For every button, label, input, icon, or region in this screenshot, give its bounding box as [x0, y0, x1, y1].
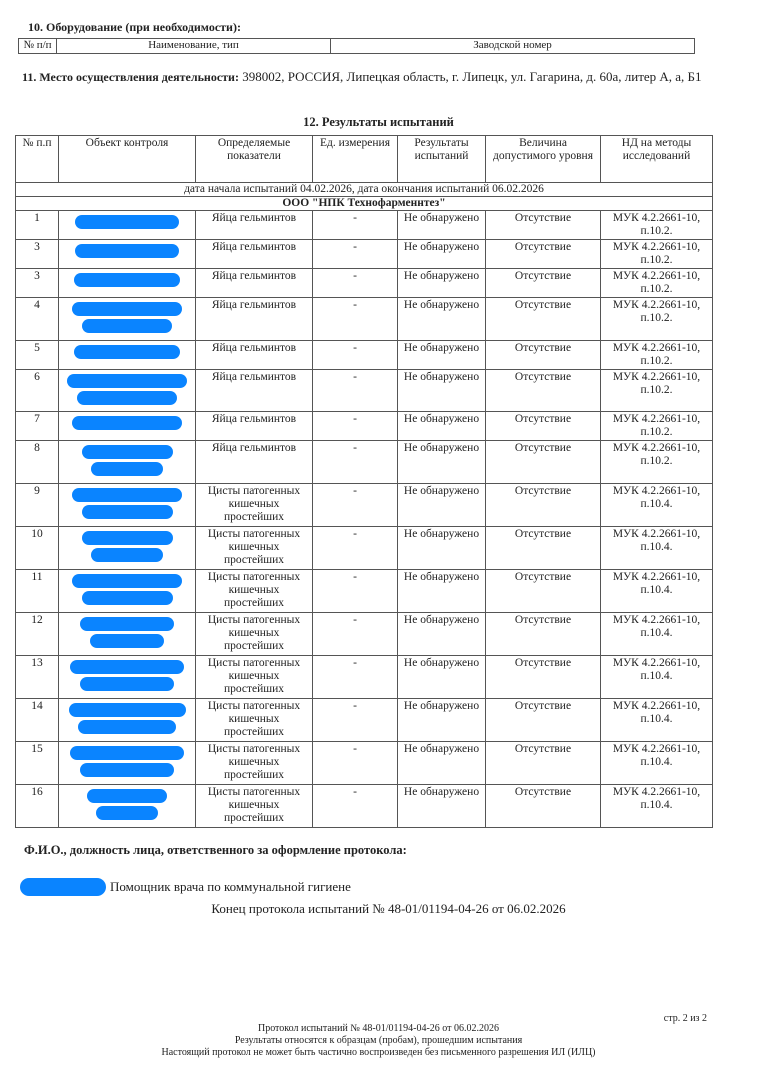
table-row: [16, 527, 713, 570]
table-row: [16, 484, 713, 527]
redacted-object: [74, 345, 181, 359]
redacted-object: [69, 703, 186, 717]
redacted-object: [72, 416, 181, 430]
table-row: [16, 240, 713, 269]
method: МУК 4.2.2661-10, п.10.4.: [601, 785, 713, 828]
header-col-object: Объект контроля: [59, 136, 196, 183]
result: Не обнаружено: [398, 370, 486, 412]
parameter: Яйца гельминтов: [196, 341, 313, 370]
parameter: Яйца гельминтов: [196, 412, 313, 441]
unit: -: [313, 656, 398, 699]
table-row: [16, 785, 713, 828]
row-number: 16: [16, 785, 59, 828]
limit: Отсутствие: [486, 412, 601, 441]
result: Не обнаружено: [398, 240, 486, 269]
method: МУК 4.2.2661-10, п.10.4.: [601, 742, 713, 785]
redacted-object: [70, 746, 184, 760]
page-number: стр. 2 из 2: [663, 1013, 707, 1024]
footer-line: Настоящий протокол не может быть частично воспроизведен без письменного разрешения ИЛ (ИЛЦ): [161, 1047, 596, 1058]
unit: -: [313, 341, 398, 370]
equipment-table: [18, 38, 695, 54]
redacted-object: [80, 677, 175, 691]
row-number: 3: [16, 269, 59, 298]
result: Не обнаружено: [398, 570, 486, 613]
table-row: [16, 570, 713, 613]
object-cell: [59, 613, 196, 656]
unit: -: [313, 370, 398, 412]
limit: Отсутствие: [486, 570, 601, 613]
result: Не обнаружено: [398, 341, 486, 370]
equip-header-name: Наименование, тип: [57, 39, 331, 54]
responsible-position: Помощник врача по коммунальной гигиене: [110, 879, 351, 894]
method: МУК 4.2.2661-10, п.10.2.: [601, 269, 713, 298]
method: МУК 4.2.2661-10, п.10.4.: [601, 699, 713, 742]
object-cell: [59, 742, 196, 785]
header-col-method: НД на методы исследований: [601, 136, 713, 183]
organization-row: ООО "НПК Технофарменнтез": [16, 197, 713, 211]
responsible-row: [20, 878, 757, 896]
row-number: 6: [16, 370, 59, 412]
row-number: 8: [16, 441, 59, 484]
header-col-number: № п.п: [16, 136, 59, 183]
redacted-object: [91, 548, 163, 562]
redacted-object: [72, 574, 183, 588]
object-cell: [59, 699, 196, 742]
results-table: [15, 135, 713, 828]
unit: -: [313, 269, 398, 298]
limit: Отсутствие: [486, 240, 601, 269]
redacted-object: [91, 462, 163, 476]
table-row: [16, 613, 713, 656]
method: МУК 4.2.2661-10, п.10.2.: [601, 412, 713, 441]
row-number: 4: [16, 298, 59, 341]
redacted-object: [87, 789, 168, 803]
row-number: 13: [16, 656, 59, 699]
parameter: Цисты патогенных кишечных простейших: [196, 656, 313, 699]
result: Не обнаружено: [398, 527, 486, 570]
method: МУК 4.2.2661-10, п.10.2.: [601, 240, 713, 269]
row-number: 12: [16, 613, 59, 656]
object-cell: [59, 298, 196, 341]
parameter: Цисты патогенных кишечных простейших: [196, 613, 313, 656]
header-col-unit: Ед. измерения: [313, 136, 398, 183]
limit: Отсутствие: [486, 656, 601, 699]
redacted-object: [74, 273, 181, 287]
unit: -: [313, 699, 398, 742]
method: МУК 4.2.2661-10, п.10.2.: [601, 441, 713, 484]
redacted-object: [82, 319, 172, 333]
redacted-object: [80, 617, 174, 631]
row-number: 3: [16, 240, 59, 269]
redacted-object: [72, 302, 181, 316]
redacted-object: [67, 374, 187, 388]
redacted-object: [96, 806, 157, 820]
table-row: [16, 699, 713, 742]
test-dates-row: дата начала испытаний 04.02.2026, дата окончания испытаний 06.02.2026: [16, 183, 713, 197]
limit: Отсутствие: [486, 484, 601, 527]
limit: Отсутствие: [486, 441, 601, 484]
redacted-object: [82, 505, 173, 519]
limit: Отсутствие: [486, 527, 601, 570]
unit: -: [313, 570, 398, 613]
row-number: 7: [16, 412, 59, 441]
redacted-object: [72, 488, 183, 502]
responsible-title: Ф.И.О., должность лица, ответственного за оформление протокола:: [24, 843, 407, 857]
object-cell: [59, 785, 196, 828]
parameter: Цисты патогенных кишечных простейших: [196, 527, 313, 570]
redacted-object: [75, 215, 179, 229]
object-cell: [59, 570, 196, 613]
unit: -: [313, 298, 398, 341]
result: Не обнаружено: [398, 298, 486, 341]
result: Не обнаружено: [398, 412, 486, 441]
object-cell: [59, 484, 196, 527]
parameter: Цисты патогенных кишечных простейших: [196, 785, 313, 828]
redacted-object: [78, 720, 176, 734]
object-cell: [59, 211, 196, 240]
parameter: Цисты патогенных кишечных простейших: [196, 742, 313, 785]
parameter: Яйца гельминтов: [196, 298, 313, 341]
table-row: [16, 370, 713, 412]
end-of-protocol-text: Конец протокола испытаний № 48-01/01194-04-26 от 06.02.2026: [211, 901, 566, 916]
result: Не обнаружено: [398, 785, 486, 828]
parameter: Яйца гельминтов: [196, 441, 313, 484]
row-number: 10: [16, 527, 59, 570]
parameter: Цисты патогенных кишечных простейших: [196, 570, 313, 613]
limit: Отсутствие: [486, 613, 601, 656]
unit: -: [313, 742, 398, 785]
method: МУК 4.2.2661-10, п.10.2.: [601, 341, 713, 370]
object-cell: [59, 656, 196, 699]
limit: Отсутствие: [486, 211, 601, 240]
limit: Отсутствие: [486, 699, 601, 742]
row-number: 11: [16, 570, 59, 613]
table-row: [16, 656, 713, 699]
limit: Отсутствие: [486, 269, 601, 298]
method: МУК 4.2.2661-10, п.10.4.: [601, 656, 713, 699]
equip-header-serial: Заводской номер: [331, 39, 695, 54]
row-number: 5: [16, 341, 59, 370]
unit: -: [313, 484, 398, 527]
unit: -: [313, 412, 398, 441]
row-number: 1: [16, 211, 59, 240]
limit: Отсутствие: [486, 742, 601, 785]
limit: Отсутствие: [486, 341, 601, 370]
parameter: Яйца гельминтов: [196, 211, 313, 240]
object-cell: [59, 341, 196, 370]
table-row: [16, 211, 713, 240]
unit: -: [313, 785, 398, 828]
parameter: Яйца гельминтов: [196, 370, 313, 412]
method: МУК 4.2.2661-10, п.10.4.: [601, 527, 713, 570]
section-11-label: 11. Место осуществления деятельности:: [22, 70, 239, 84]
unit: -: [313, 240, 398, 269]
row-number: 15: [16, 742, 59, 785]
result: Не обнаружено: [398, 656, 486, 699]
header-col-parameters: Определяемые показатели: [196, 136, 313, 183]
redacted-object: [70, 660, 184, 674]
results-and-signature: [0, 135, 757, 918]
equip-header-number: № п/п: [19, 39, 57, 54]
result: Не обнаружено: [398, 742, 486, 785]
footer-line: Протокол испытаний № 48-01/01194-04-26 от 06.02.2026: [257, 1023, 500, 1034]
parameter: Яйца гельминтов: [196, 240, 313, 269]
limit: Отсутствие: [486, 785, 601, 828]
unit: -: [313, 441, 398, 484]
footer: [0, 1023, 757, 1059]
redacted-name: [20, 878, 106, 896]
parameter: Яйца гельминтов: [196, 269, 313, 298]
table-row: [16, 298, 713, 341]
header-col-limit: Величина допустимого уровня: [486, 136, 601, 183]
object-cell: [59, 527, 196, 570]
redacted-object: [75, 244, 179, 258]
table-row: [16, 742, 713, 785]
method: МУК 4.2.2661-10, п.10.4.: [601, 570, 713, 613]
method: МУК 4.2.2661-10, п.10.4.: [601, 484, 713, 527]
method: МУК 4.2.2661-10, п.10.2.: [601, 211, 713, 240]
result: Не обнаружено: [398, 699, 486, 742]
section-11-address: 398002, РОССИЯ, Липецкая область, г. Липецк, ул. Гагарина, д. 60а, литер А, а, Б1: [242, 69, 702, 84]
result: Не обнаружено: [398, 441, 486, 484]
redacted-object: [82, 445, 173, 459]
unit: -: [313, 211, 398, 240]
footer-line: Результаты относятся к образцам (пробам), прошедшим испытания: [234, 1035, 523, 1046]
table-row: [16, 341, 713, 370]
row-number: 9: [16, 484, 59, 527]
result: Не обнаружено: [398, 211, 486, 240]
redacted-object: [82, 591, 173, 605]
table-row: [16, 269, 713, 298]
unit: -: [313, 527, 398, 570]
table-row: [16, 412, 713, 441]
object-cell: [59, 240, 196, 269]
limit: Отсутствие: [486, 370, 601, 412]
result: Не обнаружено: [398, 269, 486, 298]
object-cell: [59, 441, 196, 484]
redacted-object: [80, 763, 175, 777]
object-cell: [59, 269, 196, 298]
method: МУК 4.2.2661-10, п.10.4.: [601, 613, 713, 656]
table-row: [16, 441, 713, 484]
section-10-title: 10. Оборудование (при необходимости):: [28, 20, 241, 34]
method: МУК 4.2.2661-10, п.10.2.: [601, 298, 713, 341]
section-11: [22, 68, 712, 86]
result: Не обнаружено: [398, 484, 486, 527]
redacted-object: [82, 531, 173, 545]
object-cell: [59, 412, 196, 441]
redacted-object: [77, 391, 177, 405]
redacted-object: [90, 634, 164, 648]
header-col-result: Результаты испытаний: [398, 136, 486, 183]
object-cell: [59, 370, 196, 412]
parameter: Цисты патогенных кишечных простейших: [196, 484, 313, 527]
row-number: 14: [16, 699, 59, 742]
limit: Отсутствие: [486, 298, 601, 341]
method: МУК 4.2.2661-10, п.10.2.: [601, 370, 713, 412]
end-of-protocol: [0, 900, 757, 918]
parameter: Цисты патогенных кишечных простейших: [196, 699, 313, 742]
section-12-title: 12. Результаты испытаний: [303, 115, 454, 129]
result: Не обнаружено: [398, 613, 486, 656]
unit: -: [313, 613, 398, 656]
